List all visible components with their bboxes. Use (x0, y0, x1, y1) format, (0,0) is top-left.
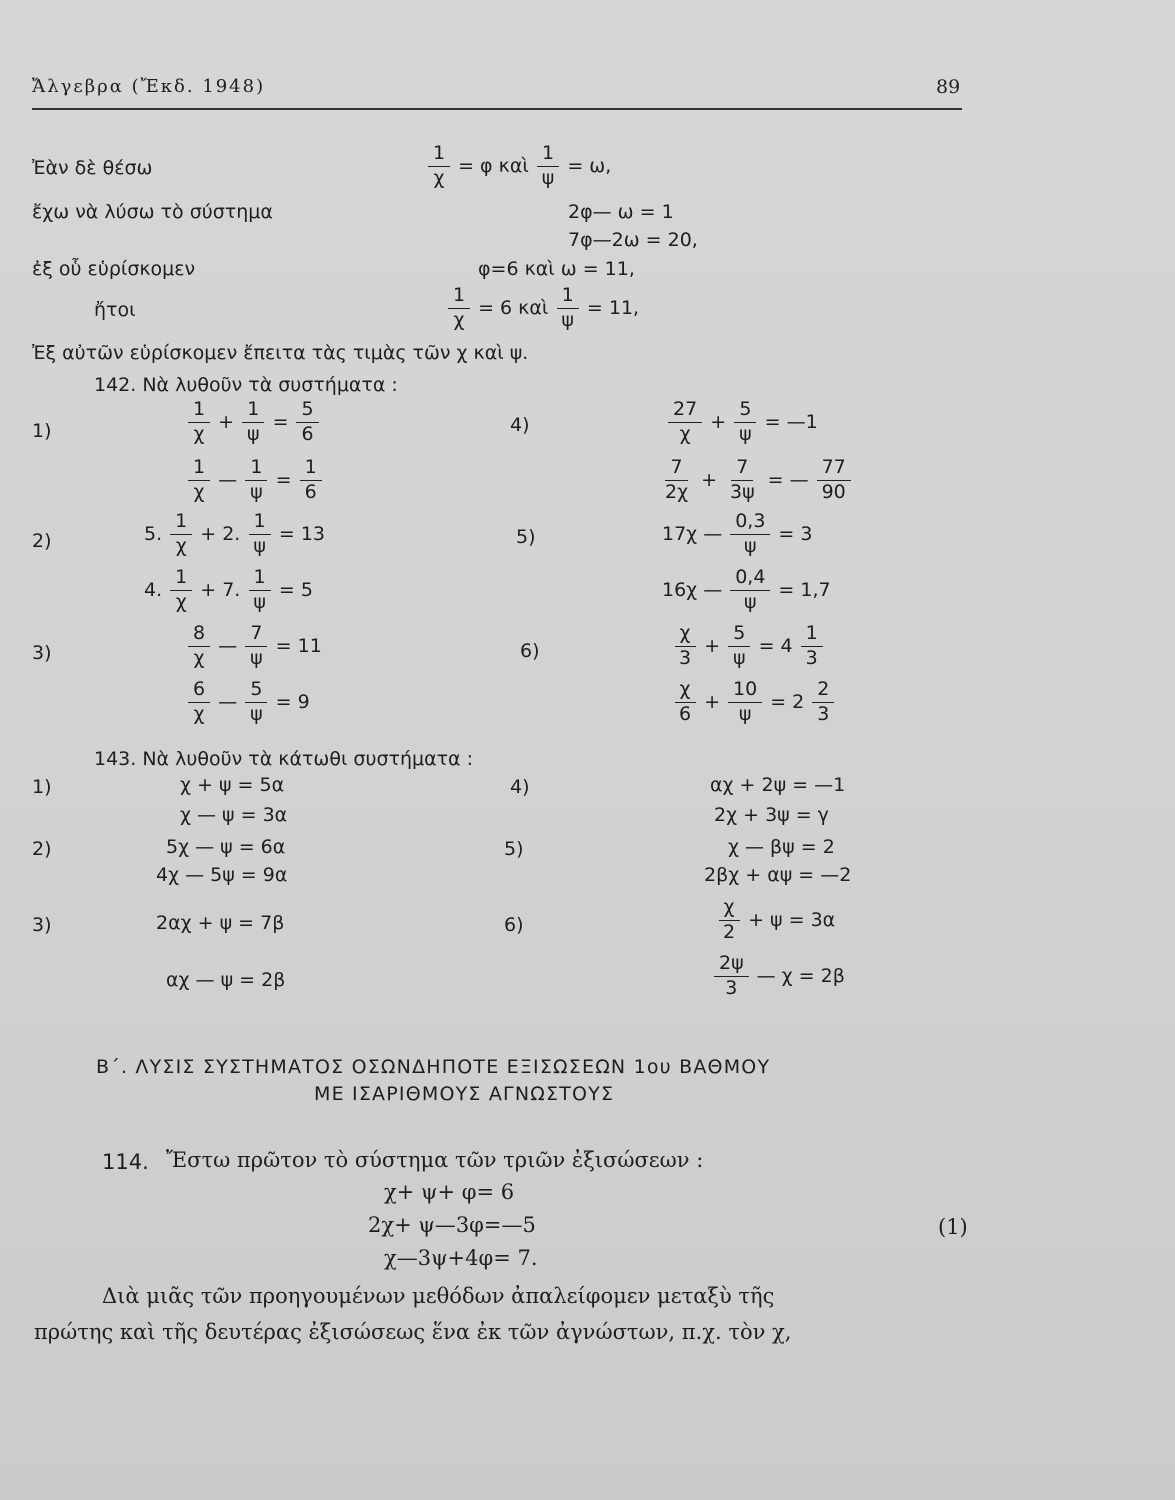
problem-label: 5) (516, 526, 536, 548)
problem-label: 3) (32, 914, 52, 936)
header-rule (32, 108, 962, 110)
problem-143-4-eq2: 2χ + 3ψ = γ (714, 804, 829, 826)
section-heading-line-2: ΜΕ ΙΣΑΡΙΘΜΟΥΣ ΑΓΝΩΣΤΟΥΣ (314, 1083, 615, 1105)
problem-label: 1) (32, 420, 52, 442)
problem-142-1-eq1: 1 χ + $\frac{1}{\psi}$ = $\frac{5}{6}$ (184, 400, 323, 445)
problem-143-3-eq1: 2αχ + ψ = 7β (156, 912, 285, 934)
article-114-intro: Ἔστω πρῶτον τὸ σύστημα τῶν τριῶν ἐξισώσεων : (166, 1148, 704, 1172)
intro-line-2-text: ἔχω νὰ λύσω τὸ σύστημα (32, 201, 273, 223)
problem-142-2-eq1: 5. 1 χ + 2. $\frac{1}{\psi}$ = 13 (144, 510, 326, 557)
intro-system-eq1: 2φ— ω = 1 (568, 201, 674, 223)
problem-143-1-eq2: χ — ψ = 3α (180, 804, 288, 826)
problem-143-1-eq1: χ + ψ = 5α (180, 774, 285, 796)
problem-142-6-eq2: χ 6 + $\frac{10}{\psi}$ = 2 2 3 (670, 680, 838, 725)
problem-142-2-eq2: 4. 1 χ + 7. $\frac{1}{\psi}$ = 5 (144, 566, 313, 613)
problem-label: 2) (32, 838, 52, 860)
section-heading-line-1: Β΄. ΛΥΣΙΣ ΣΥΣΤΗΜΑΤΟΣ ΟΣΩΝΔΗΠΟΤΕ ΕΞΙΣΩΣΕΩΝ 1ου ΒΑΘΜΟΥ (96, 1056, 771, 1078)
problem-label: 5) (504, 838, 524, 860)
problem-label: 3) (32, 642, 52, 664)
problem-142-1-eq2: 1 χ — $\frac{1}{\psi}$ = $\frac{1}{6}$ (184, 458, 326, 503)
problem-label: 4) (510, 414, 530, 436)
running-header-title: Ἄλγεβρα (Ἔκδ. 1948) (32, 76, 266, 97)
problem-143-5-eq1: χ — βψ = 2 (728, 836, 835, 858)
fraction: $\frac{1}{\chi}$ (448, 286, 470, 331)
problem-143-5-eq2: 2βχ + αψ = —2 (704, 864, 852, 886)
problem-label: 6) (520, 640, 540, 662)
intro-line-1-formula: $\frac{1}{\chi}$ = φ καὶ $\frac{1}{\psi}$ = ω, (424, 144, 611, 189)
problem-label: 2) (32, 530, 52, 552)
problem-142-3-eq2: 6 χ — $\frac{5}{\psi}$ = 9 (184, 680, 310, 725)
problem-label: 4) (510, 776, 530, 798)
problem-142-4-eq1: 27 χ + $\frac{5}{\psi}$ = —1 (664, 400, 818, 445)
problem-143-2-eq2: 4χ — 5ψ = 9α (156, 864, 288, 886)
intro-line-4-text: ἤτοι (94, 299, 136, 321)
intro-line-3-text: ἐξ οὗ εὑρίσκομεν (32, 258, 196, 280)
intro-line-3-result: φ=6 καὶ ω = 11, (478, 258, 635, 280)
problem-label: 1) (32, 776, 52, 798)
problem-142-5-eq2: 16χ — $\frac{0,4}{\psi}$ = 1,7 (662, 566, 831, 613)
problem-143-6-eq1: χ 2 + ψ = 3α (714, 898, 835, 943)
intro-line-4-formula: $\frac{1}{\chi}$ = 6 καὶ $\frac{1}{\psi}$ = 11, (444, 286, 639, 331)
problem-143-4-eq1: αχ + 2ψ = —1 (710, 774, 846, 796)
problem-142-5-eq1: 17χ — $\frac{0,3}{\psi}$ = 3 (662, 510, 813, 557)
article-114-eq1: χ+ ψ+ φ= 6 (384, 1180, 515, 1204)
page-number: 89 (936, 76, 961, 98)
problem-label: 6) (504, 914, 524, 936)
intro-line-1-text: Ἐὰν δὲ θέσω (32, 157, 153, 179)
article-114-paragraph-line-1: Διὰ μιᾶς τῶν προηγουμένων μεθόδων ἀπαλείφομεν μεταξὺ τῆς (102, 1284, 775, 1308)
article-114-eq2: 2χ+ ψ—3φ=—5 (368, 1213, 536, 1237)
fraction: $\frac{1}{\chi}$ (428, 144, 450, 189)
problem-142-3-eq1: 8 χ — $\frac{7}{\psi}$ = 11 (184, 624, 322, 669)
problem-143-3-eq2: αχ — ψ = 2β (166, 969, 286, 991)
intro-system-eq2: 7φ—2ω = 20, (568, 229, 698, 251)
exercise-143-heading: 143. Νὰ λυθοῦν τὰ κάτωθι συστήματα : (94, 748, 473, 770)
intro-line-5-text: Ἐξ αὐτῶν εὑρίσκομεν ἔπειτα τὰς τιμὰς τῶν χ καὶ ψ. (32, 342, 529, 364)
fraction: $\frac{1}{\psi}$ (556, 286, 579, 331)
problem-143-6-eq2: 2ψ 3 — χ = 2β (710, 954, 845, 999)
equation-label: (1) (938, 1215, 968, 1239)
article-114-paragraph-line-2: πρώτης καὶ τῆς δευτέρας ἐξισώσεως ἕνα ἐκ τῶν ἀγνώστων, π.χ. τὸν χ, (34, 1320, 792, 1344)
fraction: $\frac{1}{\psi}$ (537, 144, 560, 189)
exercise-142-heading: 142. Νὰ λυθοῦν τὰ συστήματα : (94, 374, 398, 396)
problem-142-4-eq2: 7 2χ + $\frac{7}{3\psi}$ = — 77 90 (656, 458, 855, 503)
problem-143-2-eq1: 5χ — ψ = 6α (166, 836, 286, 858)
article-114-eq3: χ—3ψ+4φ= 7. (384, 1246, 538, 1270)
problem-142-6-eq1: χ 3 + $\frac{5}{\psi}$ = 4 1 3 (670, 624, 827, 669)
article-number: 114. (102, 1150, 149, 1174)
